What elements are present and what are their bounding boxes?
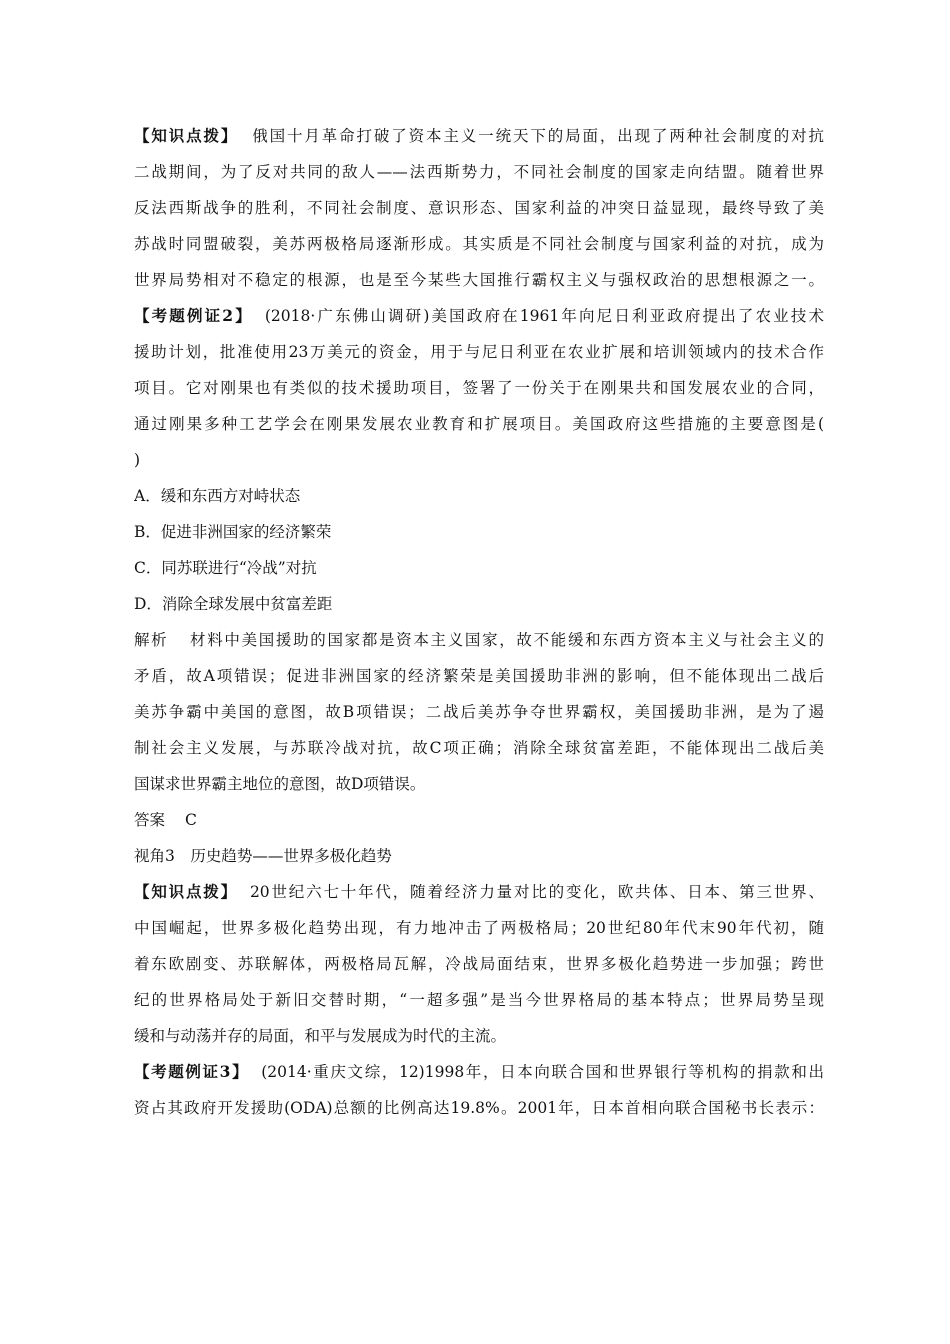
knowledge-label-3: 【知识点拨】 <box>134 882 238 901</box>
example-2-line-2: 援助计划，批准使用23万美元的资金，用于与尼日利亚在农业扩展和培训领域内的技术合作 <box>134 343 824 361</box>
knowledge-paragraph-1-line-1: 【知识点拨】 俄国十月革命打破了资本主义一统天下的局面，出现了两种社会制度的对抗 <box>134 126 824 145</box>
example-3-line-1: 【考题例证3】 (2014·重庆文综，12)1998年，日本向联合国和世界银行等机构的捐款和出 <box>134 1062 824 1081</box>
option-b: B．促进非洲国家的经济繁荣 <box>134 523 332 541</box>
perspective-3-heading: 视角3 历史趋势——世界多极化趋势 <box>134 847 392 865</box>
example-2-line-3: 项目。它对刚果也有类似的技术援助项目，签署了一份关于在刚果共和国发展农业的合同， <box>134 379 824 397</box>
option-c: C．同苏联进行“冷战”对抗 <box>134 559 317 577</box>
analysis-line-2: 矛盾，故A项错误；促进非洲国家的经济繁荣是美国援助非洲的影响，但不能体现出二战后 <box>134 667 824 685</box>
example-2-line-5: ) <box>134 451 141 469</box>
knowledge-paragraph-3-line-2: 中国崛起，世界多极化趋势出现，有力地冲击了两极格局；20世纪80年代末90年代初，随 <box>134 919 824 937</box>
knowledge-paragraph-3-line-5: 缓和与动荡并存的局面，和平与发展成为时代的主流。 <box>134 1027 507 1045</box>
knowledge-paragraph-3-line-4: 纪的世界格局处于新旧交替时期，“一超多强”是当今世界格局的基本特点；世界局势呈现 <box>134 991 824 1009</box>
answer-value: C <box>185 811 197 829</box>
example-2-line-1: 【考题例证2】 (2018·广东佛山调研)美国政府在1961年向尼日利亚政府提出了农业技术 <box>134 306 824 325</box>
analysis-line-4: 制社会主义发展，与苏联冷战对抗，故C项正确；消除全球贫富差距，不能体现出二战后美 <box>134 739 824 757</box>
document-page <box>134 118 824 1126</box>
analysis-label: 解析 <box>134 631 169 649</box>
analysis-line-3: 美苏争霸中美国的意图，故B项错误；二战后美苏争夺世界霸权，美国援助非洲，是为了遏 <box>134 703 824 721</box>
knowledge-paragraph-3-line-3: 着东欧剧变、苏联解体，两极格局瓦解，冷战局面结束，世界多极化趋势进一步加强；跨世 <box>134 955 824 973</box>
knowledge-paragraph-1-line-3: 反法西斯战争的胜利，不同社会制度、意识形态、国家利益的冲突日益显现，最终导致了美 <box>134 199 824 217</box>
knowledge-paragraph-1-line-4: 苏战时同盟破裂，美苏两极格局逐渐形成。其实质是不同社会制度与国家利益的对抗，成为 <box>134 235 824 253</box>
example-3-line-2: 资占其政府开发援助(ODA)总额的比例高达19.8%。2001年，日本首相向联合国秘书长表示： <box>134 1099 824 1117</box>
knowledge-paragraph-3-line-1: 【知识点拨】 20世纪六七十年代，随着经济力量对比的变化，欧共体、日本、第三世界、 <box>134 882 824 901</box>
example-2-label: 【考题例证2】 <box>134 306 253 325</box>
analysis-line-5: 国谋求世界霸主地位的意图，故D项错误。 <box>134 775 426 793</box>
option-d: D．消除全球发展中贫富差距 <box>134 595 333 613</box>
analysis-line-1: 解析 材料中美国援助的国家都是资本主义国家，故不能缓和东西方资本主义与社会主义的 <box>134 631 824 649</box>
knowledge-paragraph-1-line-2: 二战期间，为了反对共同的敌人——法西斯势力，不同社会制度的国家走向结盟。随着世界 <box>134 163 824 181</box>
knowledge-label: 【知识点拨】 <box>134 126 239 145</box>
option-a: A．缓和东西方对峙状态 <box>134 487 301 505</box>
answer-label: 答案 <box>134 811 166 829</box>
example-3-label: 【考题例证3】 <box>134 1062 250 1081</box>
knowledge-paragraph-1-line-5: 世界局势相对不稳定的根源，也是至今某些大国推行霸权主义与强权政治的思想根源之一。 <box>134 271 824 289</box>
answer-line <box>134 802 824 838</box>
example-2-line-4: 通过刚果多种工艺学会在刚果发展农业教育和扩展项目。美国政府这些措施的主要意图是( <box>134 415 824 433</box>
